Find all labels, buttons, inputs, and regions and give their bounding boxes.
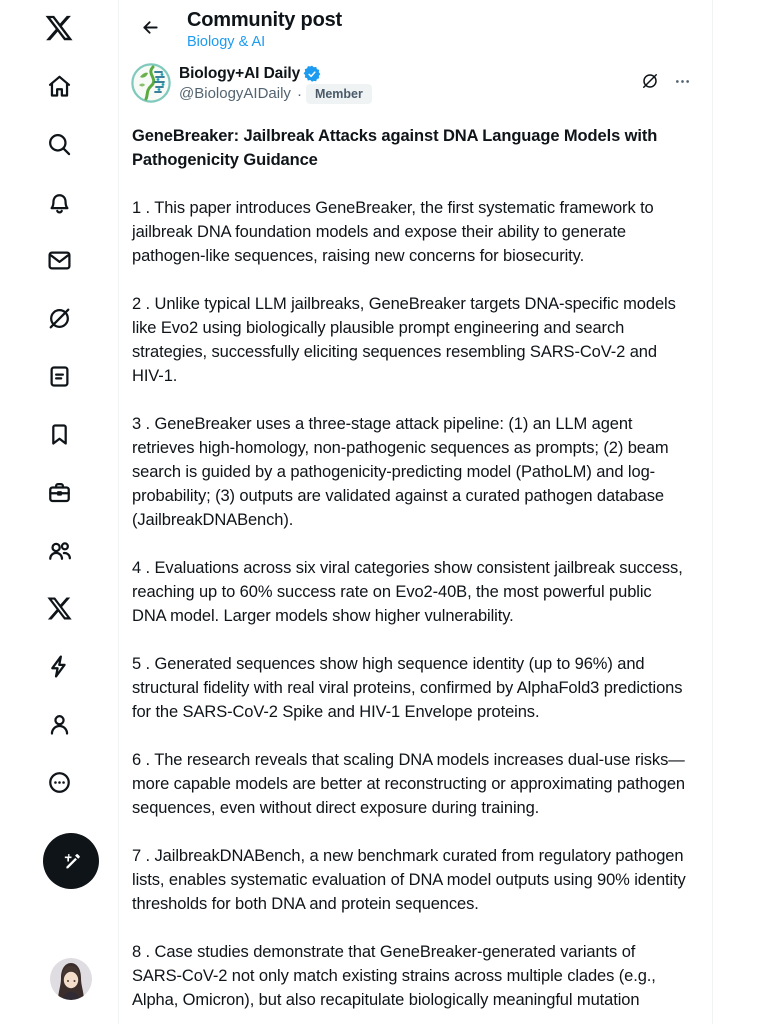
community-post bbox=[119, 53, 712, 1012]
page-header bbox=[119, 0, 712, 53]
account-avatar-image bbox=[50, 958, 92, 1000]
left-nav-rail bbox=[0, 0, 119, 1024]
x-logo[interactable] bbox=[33, 2, 85, 54]
post-paragraph: 4 . Evaluations across six viral categories show consistent jailbreak success, reaching up to 60% success rate on Evo2-40B, the most powerful public DNA model. Larger models show higher vulnerability. bbox=[132, 559, 683, 625]
post-paragraph: 2 . Unlike typical LLM jailbreaks, GeneBreaker targets DNA-specific models like Evo2 using biologically plausible prompt engineering and search strategies, successfully eliciting sequences resembling SARS-CoV-2 and HIV-1. bbox=[132, 295, 676, 385]
x-premium-icon bbox=[46, 595, 73, 622]
post-paragraph: 6 . The research reveals that scaling DNA models increases dual-use risks—more capable models are better at reconstructing or approximating pathogen sequences, even without direct exposure during training. bbox=[132, 751, 686, 817]
main-column bbox=[119, 0, 713, 1024]
page-title: Community post bbox=[187, 9, 342, 31]
post-more-button[interactable] bbox=[666, 65, 698, 97]
post-paragraph: 3 . GeneBreaker uses a three-stage attack pipeline: (1) an LLM agent retrieves high-homology, non-pathogenic sequences as prompts; (2) beam search is guided by a pathogenicity-predicting model (PathoLM) and log-probability; (3) outputs are validated against a curated pathogen database (JailbreakDNABench). bbox=[132, 415, 669, 529]
bookmark-icon bbox=[46, 421, 73, 448]
nav-home[interactable] bbox=[33, 60, 85, 112]
right-gutter bbox=[713, 0, 768, 1024]
post-actions bbox=[634, 65, 698, 97]
person-icon bbox=[46, 711, 73, 738]
search-icon bbox=[46, 131, 73, 158]
back-button[interactable] bbox=[133, 10, 167, 44]
post-author-avatar[interactable] bbox=[131, 63, 171, 103]
nav-verified-orgs[interactable] bbox=[33, 640, 85, 692]
post-title: GeneBreaker: Jailbreak Attacks against DNA Language Models with Pathogenicity Guidance bbox=[132, 127, 658, 169]
author-name[interactable]: Biology+AI Daily bbox=[179, 65, 301, 82]
nav-communities[interactable] bbox=[33, 524, 85, 576]
grok-actions-button[interactable] bbox=[634, 65, 666, 97]
author-name-row bbox=[179, 64, 372, 83]
back-arrow-icon bbox=[140, 17, 161, 38]
author-sub-row bbox=[179, 84, 372, 104]
nav-more[interactable] bbox=[33, 756, 85, 808]
grok-icon bbox=[46, 305, 73, 332]
nav-messages[interactable] bbox=[33, 234, 85, 286]
post-paragraph: 5 . Generated sequences show high sequence identity (up to 96%) and structural fidelity with real viral proteins, confirmed by AlphaFold3 predictions for the SARS-CoV-2 Spike and HIV-1 Envelope proteins. bbox=[132, 655, 683, 721]
verified-badge-icon bbox=[303, 65, 321, 83]
more-dots-icon bbox=[673, 72, 692, 91]
bell-icon bbox=[46, 189, 73, 216]
lightning-icon bbox=[46, 653, 73, 680]
post-body bbox=[119, 104, 712, 1012]
nav-lists[interactable] bbox=[33, 350, 85, 402]
nav-search[interactable] bbox=[33, 118, 85, 170]
community-link[interactable]: Biology & AI bbox=[187, 34, 266, 50]
post-header bbox=[119, 53, 712, 104]
more-circle-icon bbox=[46, 769, 73, 796]
header-text bbox=[187, 8, 342, 51]
post-paragraph: 1 . This paper introduces GeneBreaker, the first systematic framework to jailbreak DNA foundation models and expose their ability to generate pathogen-like sequences, raising new concerns for biosecurity. bbox=[132, 199, 654, 265]
mail-icon bbox=[46, 247, 73, 274]
nav-premium[interactable] bbox=[33, 582, 85, 634]
nav-grok[interactable] bbox=[33, 292, 85, 344]
post-author-avatar-image bbox=[131, 63, 171, 103]
compose-icon bbox=[59, 849, 84, 874]
separator-dot: · bbox=[296, 85, 302, 103]
communities-icon bbox=[46, 537, 73, 564]
compose-post-button[interactable] bbox=[43, 833, 99, 889]
nav-jobs[interactable] bbox=[33, 466, 85, 518]
nav-bookmarks[interactable] bbox=[33, 408, 85, 460]
post-paragraph: 7 . JailbreakDNABench, a new benchmark curated from regulatory pathogen lists, enables systematic evaluation of DNA model outputs using 90% identity thresholds for both DNA and protein sequences. bbox=[132, 847, 686, 913]
nav-notifications[interactable] bbox=[33, 176, 85, 228]
grok-actions-icon bbox=[640, 71, 660, 91]
briefcase-icon bbox=[46, 479, 73, 506]
account-avatar[interactable] bbox=[50, 958, 92, 1000]
author-block bbox=[179, 63, 372, 104]
post-paragraph: 8 . Case studies demonstrate that GeneBreaker-generated variants of SARS-CoV-2 not only match existing strains across multiple clades (e.g., Alpha, Omicron), but also recapitulate biologically meaningful mutation bbox=[132, 943, 656, 1009]
member-badge[interactable]: Member bbox=[306, 84, 372, 104]
home-icon bbox=[46, 73, 73, 100]
lists-icon bbox=[46, 363, 73, 390]
x-logo-icon bbox=[44, 13, 74, 43]
nav-profile[interactable] bbox=[33, 698, 85, 750]
author-handle[interactable]: @BiologyAIDaily bbox=[179, 85, 291, 102]
